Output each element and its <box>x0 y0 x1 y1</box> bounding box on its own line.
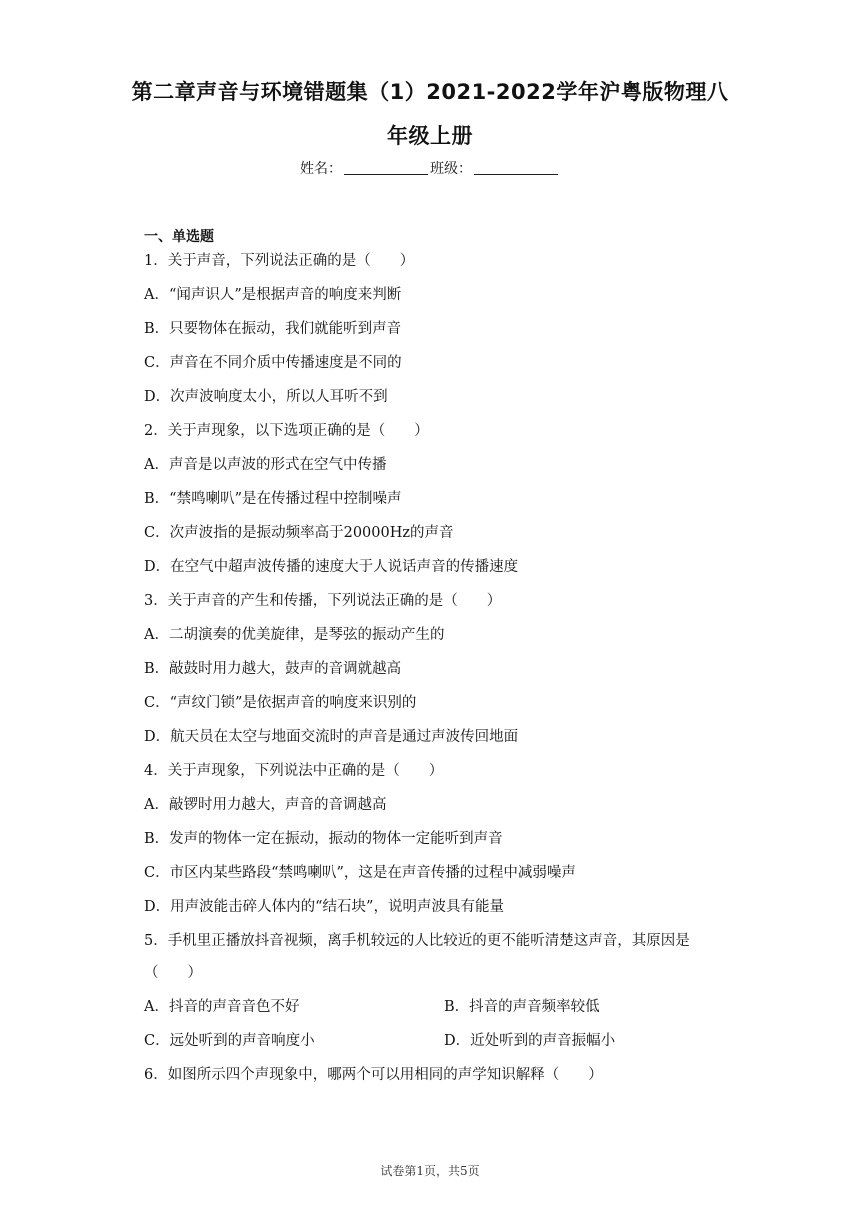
class-label: 班级： <box>430 161 472 177</box>
name-blank[interactable] <box>344 160 428 175</box>
question-stem: 1．关于声音，下列说法正确的是（ ） <box>144 253 415 269</box>
section-heading: 一、单选题 <box>144 229 214 245</box>
page-title-line1: 第二章声音与环境错题集（1）2021-2022学年沪粤版物理八 <box>131 80 729 104</box>
option-d: D．在空气中超声波传播的速度大于人说话声音的传播速度 <box>144 559 519 575</box>
option-c: C．次声波指的是振动频率高于20000Hz的声音 <box>144 525 454 541</box>
option-d: D．用声波能击碎人体内的“结石块”，说明声波具有能量 <box>144 899 504 915</box>
student-info-line <box>0 158 860 178</box>
name-label: 姓名： <box>300 161 342 177</box>
option-c: C．远处听到的声音响度小 <box>144 1033 315 1049</box>
class-blank[interactable] <box>474 160 558 175</box>
option-b: B．只要物体在振动，我们就能听到声音 <box>144 321 402 337</box>
question-stem: 3．关于声音的产生和传播，下列说法正确的是（ ） <box>144 593 502 609</box>
option-b: B．抖音的声音频率较低 <box>444 999 600 1015</box>
question-stem-continued: （ ） <box>144 965 202 981</box>
option-a: A．敲锣时用力越大，声音的音调越高 <box>144 797 387 813</box>
option-c: C．声音在不同介质中传播速度是不同的 <box>144 355 402 371</box>
option-a: A．抖音的声音音色不好 <box>144 999 300 1015</box>
option-c: C．市区内某些路段“禁鸣喇叭”，这是在声音传播的过程中减弱噪声 <box>144 865 576 881</box>
option-a: A．二胡演奏的优美旋律，是琴弦的振动产生的 <box>144 627 445 643</box>
option-b: B．敲鼓时用力越大，鼓声的音调就越高 <box>144 661 402 677</box>
question-stem: 2．关于声现象，以下选项正确的是（ ） <box>144 423 429 439</box>
page-footer: 试卷第1页，共5页 <box>380 1164 480 1178</box>
option-d: D．次声波响度太小，所以人耳听不到 <box>144 389 388 405</box>
question-stem: 5．手机里正播放抖音视频，离手机较远的人比较近的更不能听清楚这声音，其原因是 <box>144 933 690 949</box>
option-b: B．发声的物体一定在振动，振动的物体一定能听到声音 <box>144 831 503 847</box>
option-a: A．声音是以声波的形式在空气中传播 <box>144 457 387 473</box>
page-title-line2: 年级上册 <box>387 124 473 148</box>
option-a: A．“闻声识人”是根据声音的响度来判断 <box>144 287 402 303</box>
question-stem: 6．如图所示四个声现象中，哪两个可以用相同的声学知识解释（ ） <box>144 1067 603 1083</box>
option-c: C．“声纹门锁”是依据声音的响度来识别的 <box>144 695 417 711</box>
option-d: D．航天员在太空与地面交流时的声音是通过声波传回地面 <box>144 729 519 745</box>
option-b: B．“禁鸣喇叭”是在传播过程中控制噪声 <box>144 491 402 507</box>
option-d: D．近处听到的声音振幅小 <box>444 1033 616 1049</box>
question-stem: 4．关于声现象，下列说法中正确的是（ ） <box>144 763 444 779</box>
